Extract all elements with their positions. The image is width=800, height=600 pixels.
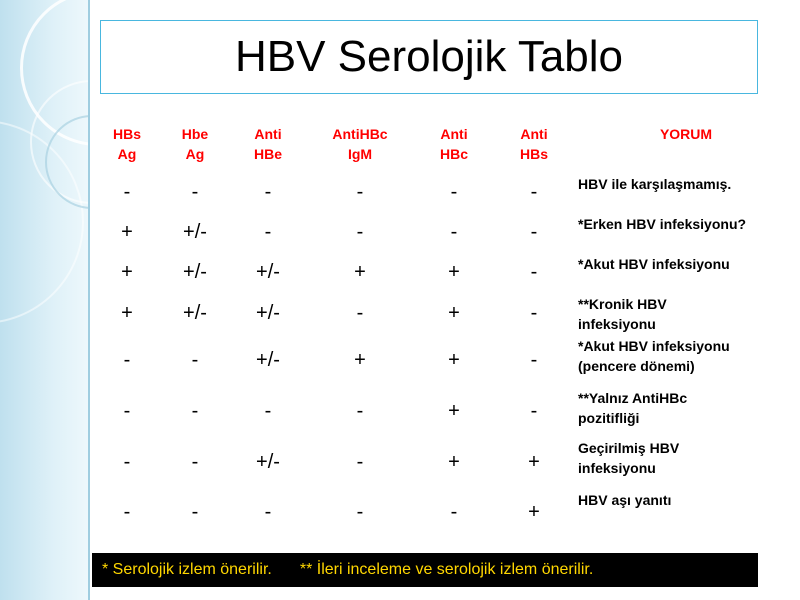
marker-cell: -	[356, 399, 364, 422]
table-row	[92, 436, 800, 488]
marker-cell: -	[356, 220, 364, 243]
yorum-cell: *Erken HBV infeksiyonu?	[578, 216, 747, 232]
marker-cell: -	[191, 450, 199, 473]
marker-cell: +/-	[183, 220, 207, 243]
marker-cell: -	[264, 180, 272, 203]
marker-cell: -	[123, 348, 131, 371]
marker-cell: +/-	[183, 260, 207, 283]
marker-cell: +	[354, 260, 366, 283]
marker-cell: +/-	[256, 450, 280, 473]
table-header-row	[92, 116, 800, 172]
marker-cell: +/-	[256, 301, 280, 324]
header-antihbc-igm: AntiHBc IgM	[332, 126, 388, 162]
marker-cell: -	[450, 500, 458, 523]
marker-cell: +	[448, 260, 460, 283]
decorative-side-band	[0, 0, 90, 600]
marker-cell: -	[191, 500, 199, 523]
marker-cell: -	[530, 220, 538, 243]
header-hbsag: HBs Ag	[112, 126, 141, 162]
title-box	[100, 20, 758, 94]
footer-notes-bar	[92, 553, 758, 587]
footer-note-further-investigation: ** İleri inceleme ve serolojik izlem önerilir.	[299, 561, 594, 578]
band-divider	[88, 0, 90, 600]
yorum-cell: *Akut HBV infeksiyonu	[578, 256, 730, 272]
marker-cell: -	[264, 399, 272, 422]
marker-cell: +	[448, 301, 460, 324]
table-row	[92, 172, 800, 212]
table-row	[92, 334, 800, 386]
header-anti-hbc: Anti HBc	[439, 126, 468, 162]
marker-cell: -	[530, 348, 538, 371]
table-row	[92, 292, 800, 334]
header-anti-hbs: Anti HBs	[519, 126, 548, 162]
marker-cell: -	[123, 399, 131, 422]
marker-cell: -	[264, 220, 272, 243]
marker-cell: +	[121, 301, 133, 324]
footer-note-serologic-followup: * Serolojik izlem önerilir.	[102, 561, 272, 578]
header-hbeag: Hbe Ag	[181, 126, 209, 162]
marker-cell: -	[191, 348, 199, 371]
marker-cell: +	[354, 348, 366, 371]
marker-cell: -	[356, 180, 364, 203]
table-row	[92, 212, 800, 252]
marker-cell: -	[450, 180, 458, 203]
header-yorum: YORUM	[659, 126, 713, 142]
marker-cell: -	[530, 399, 538, 422]
marker-cell: -	[123, 180, 131, 203]
table-row	[92, 252, 800, 292]
marker-cell: -	[530, 180, 538, 203]
header-anti-hbe: Anti HBe	[253, 126, 282, 162]
yorum-cell: HBV aşı yanıtı	[578, 492, 672, 508]
marker-cell: -	[191, 399, 199, 422]
table-row	[92, 386, 800, 436]
yorum-cell: **Yalnız AntiHBc pozitifliği	[578, 390, 688, 426]
marker-cell: -	[356, 500, 364, 523]
marker-cell: +	[528, 450, 540, 473]
marker-cell: +/-	[183, 301, 207, 324]
marker-cell: +	[448, 348, 460, 371]
marker-cell: +/-	[256, 260, 280, 283]
marker-cell: -	[530, 260, 538, 283]
table-body	[92, 172, 800, 536]
marker-cell: +	[121, 260, 133, 283]
serology-table	[92, 116, 800, 536]
yorum-cell: **Kronik HBV infeksiyonu	[578, 296, 667, 332]
yorum-cell: Geçirilmiş HBV infeksiyonu	[578, 440, 680, 476]
page-title: HBV Serolojik Tablo	[234, 32, 624, 81]
marker-cell: -	[123, 450, 131, 473]
marker-cell: +	[121, 220, 133, 243]
yorum-cell: *Akut HBV infeksiyonu (pencere dönemi)	[578, 338, 730, 374]
marker-cell: +	[528, 500, 540, 523]
marker-cell: +	[448, 450, 460, 473]
marker-cell: +/-	[256, 348, 280, 371]
marker-cell: -	[530, 301, 538, 324]
marker-cell: -	[264, 500, 272, 523]
marker-cell: -	[191, 180, 199, 203]
yorum-cell: HBV ile karşılaşmamış.	[578, 176, 732, 192]
marker-cell: -	[450, 220, 458, 243]
marker-cell: -	[356, 450, 364, 473]
marker-cell: -	[123, 500, 131, 523]
marker-cell: -	[356, 301, 364, 324]
table-row	[92, 488, 800, 536]
marker-cell: +	[448, 399, 460, 422]
